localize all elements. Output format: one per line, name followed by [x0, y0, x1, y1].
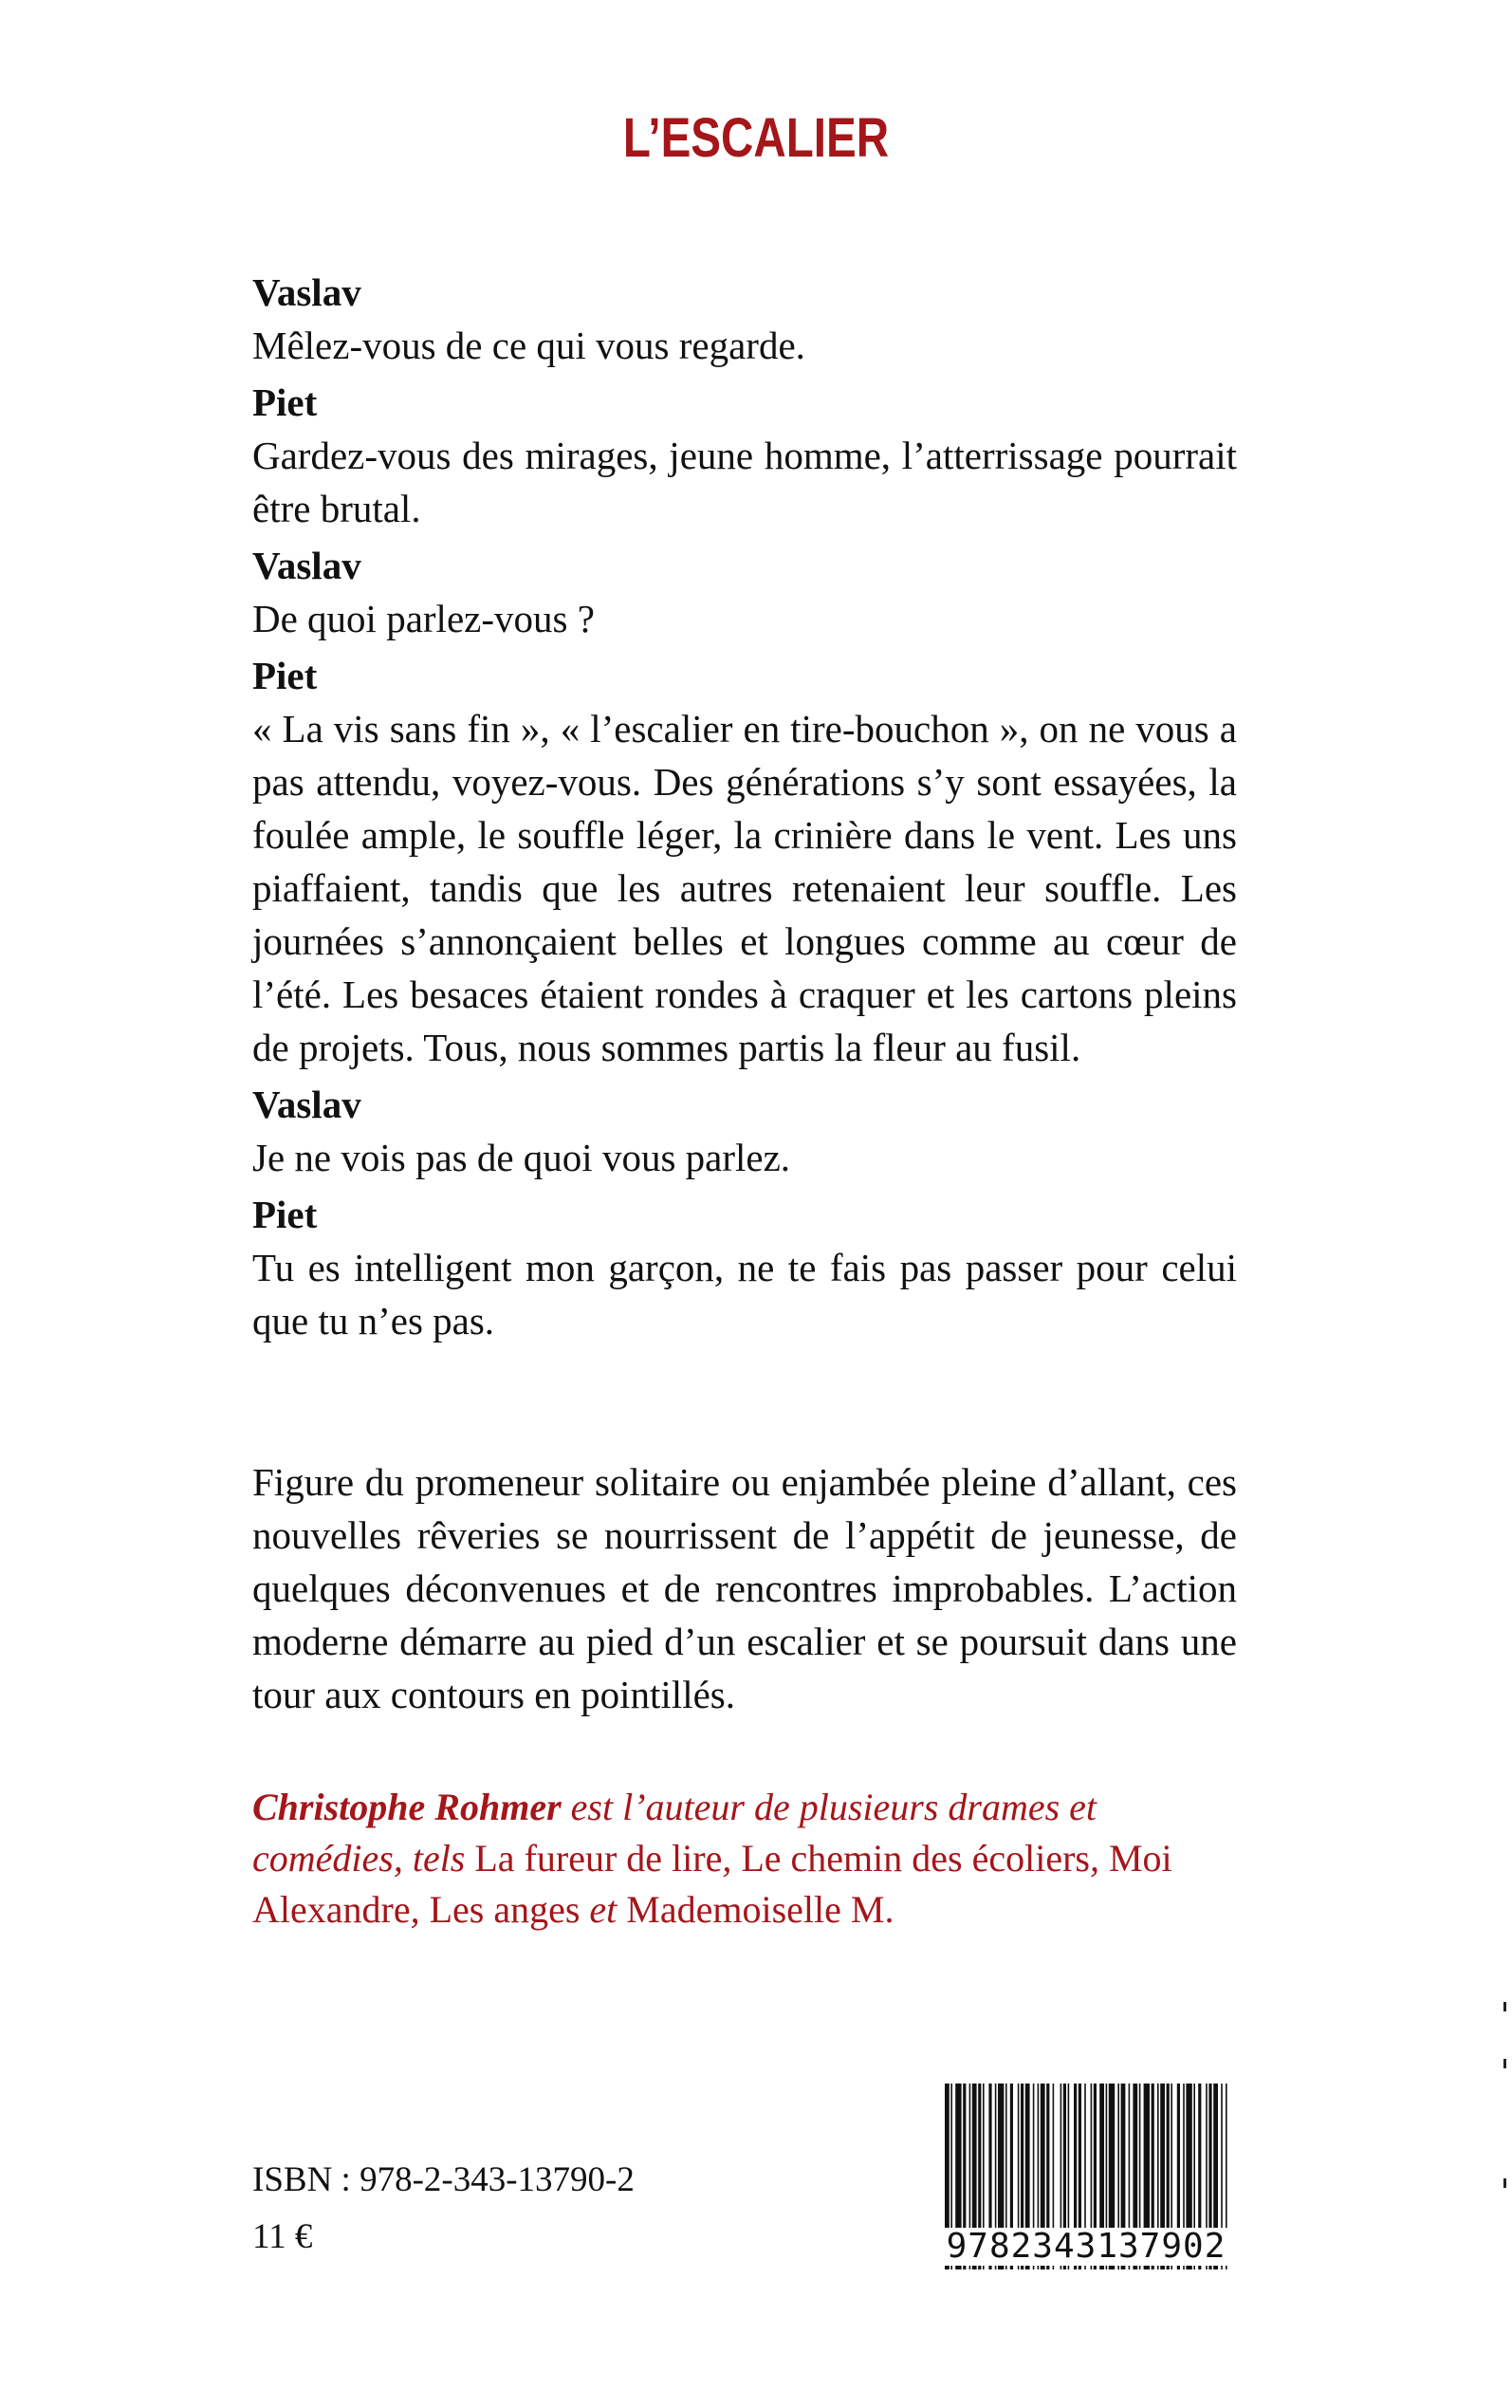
- speaker-name: Piet: [252, 654, 318, 697]
- edge-mark: [1503, 2059, 1506, 2068]
- edge-mark: [1503, 2002, 1506, 2011]
- dialogue-exchange: [252, 649, 1237, 1074]
- work-title: Moi Alexandre: [252, 1837, 1172, 1931]
- speaker-name: Piet: [252, 380, 318, 424]
- isbn-label: ISBN : 978-2-343-13790-2: [252, 2160, 635, 2199]
- dialogue-exchange: [252, 376, 1237, 535]
- work-title: La fureur de lire: [474, 1837, 723, 1880]
- speaker-name: Vaslav: [252, 270, 361, 314]
- price-label: 11 €: [252, 2217, 313, 2256]
- dialogue-exchange: [252, 539, 1237, 645]
- work-title: Les anges: [429, 1888, 581, 1931]
- dialogue-line: « La vis sans fin », « l’escalier en tire-bouchon », on ne vous a pas attendu, voyez-vous. Des générations s’y sont essayées, la foulée ample, le souffle léger, la crinière dans le vent. Les uns piaffaient, tandis que les autres retenaient leur souffle. Les journées s’annonçaient belles et longues comme au cœur de l’été. Les besaces étaient rondes à craquer et les cartons pleins de projets. Tous, nous sommes partis la fleur au fusil.: [252, 707, 1237, 1069]
- bio-separator: ,: [722, 1837, 742, 1880]
- dialogue-line: Gardez-vous des mirages, jeune homme, l’atterrissage pourrait être brutal.: [252, 434, 1237, 530]
- speaker-name: Vaslav: [252, 544, 361, 587]
- dialogue-line: De quoi parlez-vous ?: [252, 597, 595, 640]
- back-cover-blurb: Figure du promeneur solitaire ou enjambée pleine d’allant, ces nouvelles rêveries se nourrissent de l’appétit de jeunesse, de quelques déconvenues et de rencontres improbables. L’action moderne démarre au pied d’un escalier et se poursuit dans une tour aux contours en pointillés.: [252, 1460, 1237, 1716]
- dialogue-line: Mêlez-vous de ce qui vous regarde.: [252, 324, 805, 367]
- bio-separator: ,: [410, 1888, 430, 1931]
- work-title: Mademoiselle M: [626, 1888, 885, 1931]
- barcode-number: 9782343137902: [935, 2228, 1237, 2266]
- dialogue-exchange: [252, 1078, 1237, 1184]
- bio-text: est l’auteur de plusieurs drames et comédies, tels: [252, 1786, 1097, 1880]
- bio-end: .: [884, 1888, 894, 1931]
- dialogue-line: Tu es intelligent mon garçon, ne te fais pas passer pour celui que tu n’es pas.: [252, 1246, 1237, 1343]
- bio-separator: ,: [1089, 1837, 1109, 1880]
- dialogue-exchange: [252, 266, 1237, 372]
- author-name: Christophe Rohmer: [252, 1786, 562, 1828]
- author-bio: [252, 1782, 1237, 1936]
- dialogue-exchange: [252, 1188, 1237, 1347]
- book-title: L’ESCALIER: [622, 107, 890, 169]
- dialogue-line: Je ne vois pas de quoi vous parlez.: [252, 1136, 791, 1179]
- work-title: Le chemin des écoliers: [741, 1837, 1090, 1880]
- speaker-name: Piet: [252, 1193, 318, 1236]
- speaker-name: Vaslav: [252, 1083, 361, 1126]
- edge-mark: [1503, 2178, 1506, 2188]
- bio-conjunction: et: [580, 1888, 627, 1931]
- dialogue-excerpt: [252, 266, 1237, 1351]
